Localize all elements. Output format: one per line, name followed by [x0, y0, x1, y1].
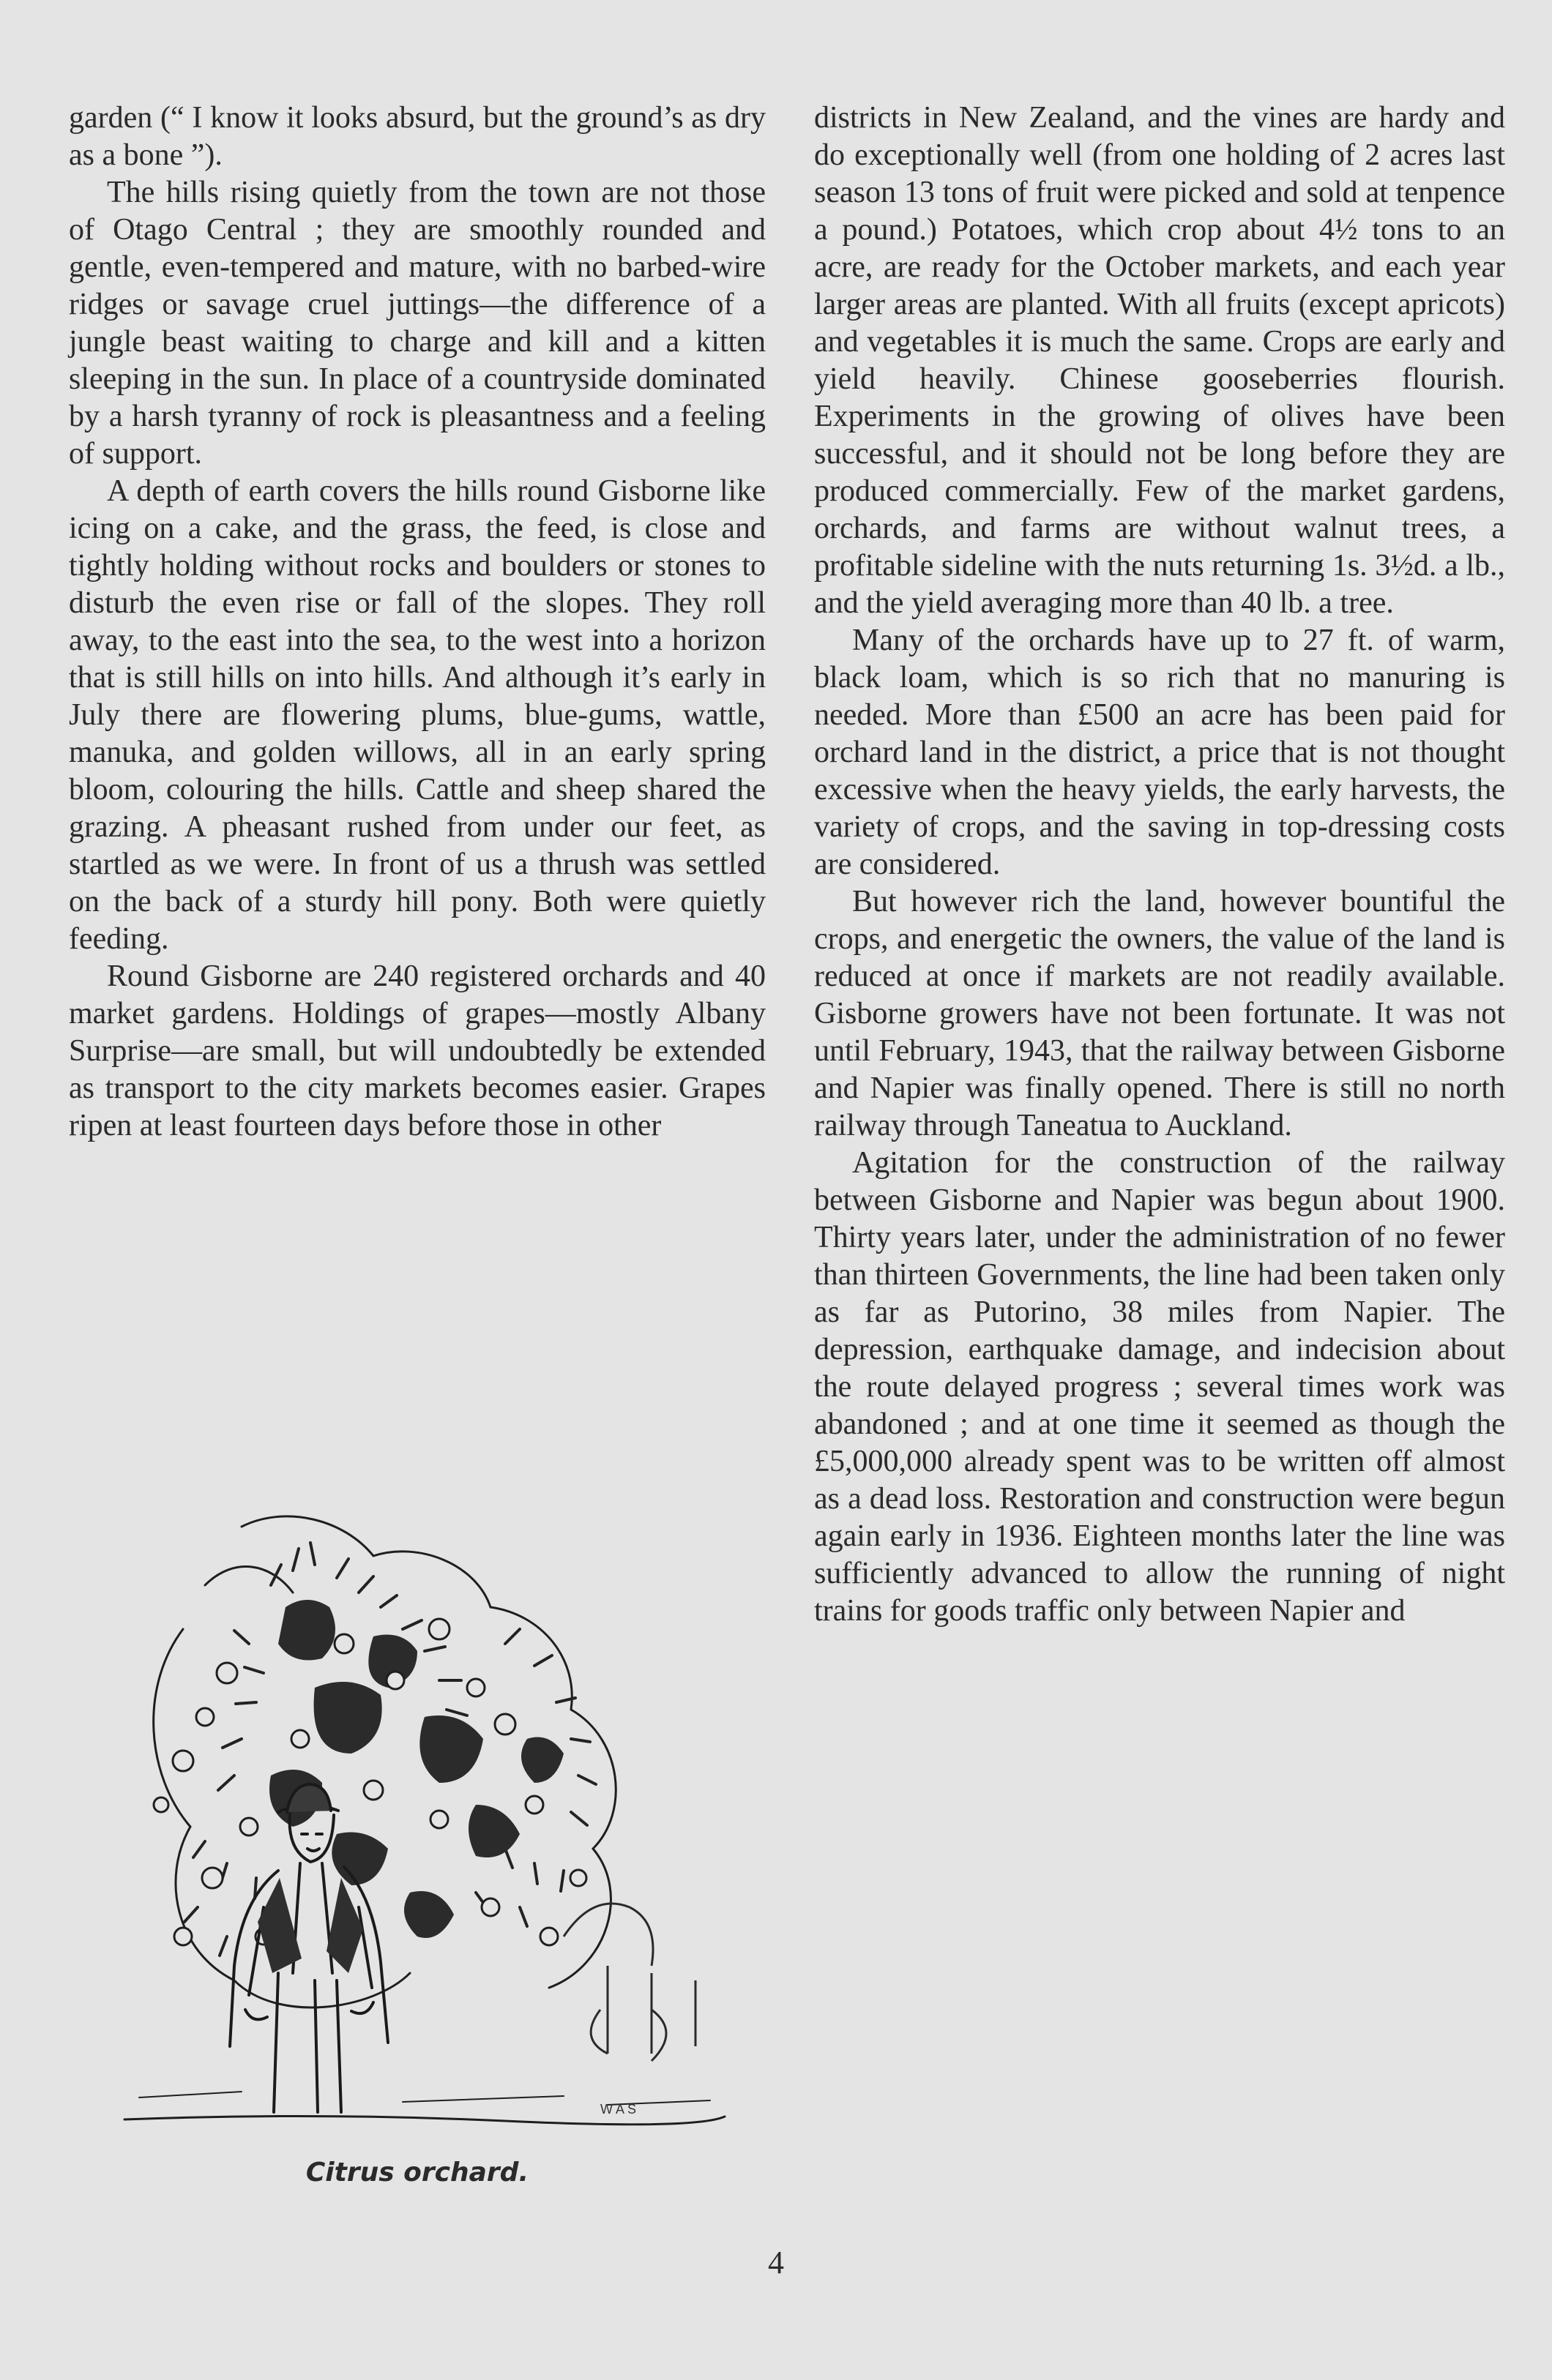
citrus-orchard-illustration	[95, 1497, 739, 2156]
paragraph: Many of the orchards have up to 27 ft. of warm, black loam, which is so rich that no manuring is needed. More than £500 an acre has been paid for orchard land in the district, a price that is not thought excessive when the heavy yields, the early harvests, the variety of crops, and the saving in top-dressing costs are considered.	[814, 624, 1505, 881]
paragraph: garden (“ I know it looks absurd, but the ground’s as dry as a bone ”).	[69, 101, 766, 172]
paragraph: The hills rising quietly from the town are not those of Otago Central ; they are smoothly rounded and gentle, even-tempered and mature, with no barbed-wire ridges or savage cruel juttings—the difference of a jungle beast waiting to charge and kill and a kitten sleeping in the sun. In place of a countryside dominated by a harsh tyranny of rock is pleasantness and a feeling of support.	[69, 176, 766, 471]
paragraph: Agitation for the construction of the railway between Gisborne and Napier was begun about 1900. Thirty years later, under the administration of no fewer than thirteen Governments, the line had been taken only as far as Putorino, 38 miles from Napier. The depression, earthquake damage, and indecision about the route delayed progress ; several times work was abandoned ; and at one time it seemed as though the £5,000,000 already spent was to be written off almost as a dead loss. Restoration and construction were begun again early in 1936. Eighteen months later the line was sufficiently advanced to allow the running of night trains for goods traffic only between Napier and	[814, 1146, 1505, 1628]
left-column	[69, 100, 766, 1145]
paragraph: districts in New Zealand, and the vines are hardy and do exceptionally well (from one holding of 2 acres last season 13 tons of fruit were picked and sold at tenpence a pound.) Potatoes, which crop about 4½ tons to an acre, are ready for the October markets, and each year larger areas are planted. With all fruits (except apricots) and vegetables it is much the same. Crops are early and yield heavily. Chinese gooseberries flourish. Experiments in the growing of olives have been successful, and it should not be long before they are produced commercially. Few of the market gardens, orchards, and farms are without walnut trees, a profitable sideline with the nuts returning 1s. 3½d. a lb., and the yield averaging more than 40 lb. a tree.	[814, 101, 1505, 620]
right-column	[814, 100, 1505, 1630]
page-number: 4	[768, 2245, 784, 2280]
paragraph: But however rich the land, however bountiful the crops, and energetic the owners, the value of the land is reduced at once if markets are not readily available. Gisborne growers have not been fortunate. It was not until February, 1943, that the railway between Gisborne and Napier was finally opened. There is still no north railway through Taneatua to Auckland.	[814, 885, 1505, 1142]
paragraph: Round Gisborne are 240 registered orchards and 40 market gardens. Holdings of grapes—mostly Albany Surprise—are small, but will undoubtedly be extended as transport to the city markets becomes easier. Grapes ripen at least fourteen days before those in other	[69, 959, 766, 1142]
artist-signature: W A S	[600, 2102, 637, 2117]
figure-caption: Citrus orchard.	[305, 2158, 529, 2188]
paragraph: A depth of earth covers the hills round Gisborne like icing on a cake, and the grass, the feed, is close and tightly holding without rocks and boulders or stones to disturb the even rise or fall of the slopes. They roll away, to the east into the sea, to the west into a horizon that is still hills on into hills. And although it’s early in July there are flowering plums, blue-gums, wattle, manuka, and golden willows, all in an early spring bloom, colouring the hills. Cattle and sheep shared the grazing. A pheasant rushed from under our feet, as startled as we were. In front of us a thrush was settled on the back of a sturdy hill pony. Both were quietly feeding.	[69, 474, 766, 956]
